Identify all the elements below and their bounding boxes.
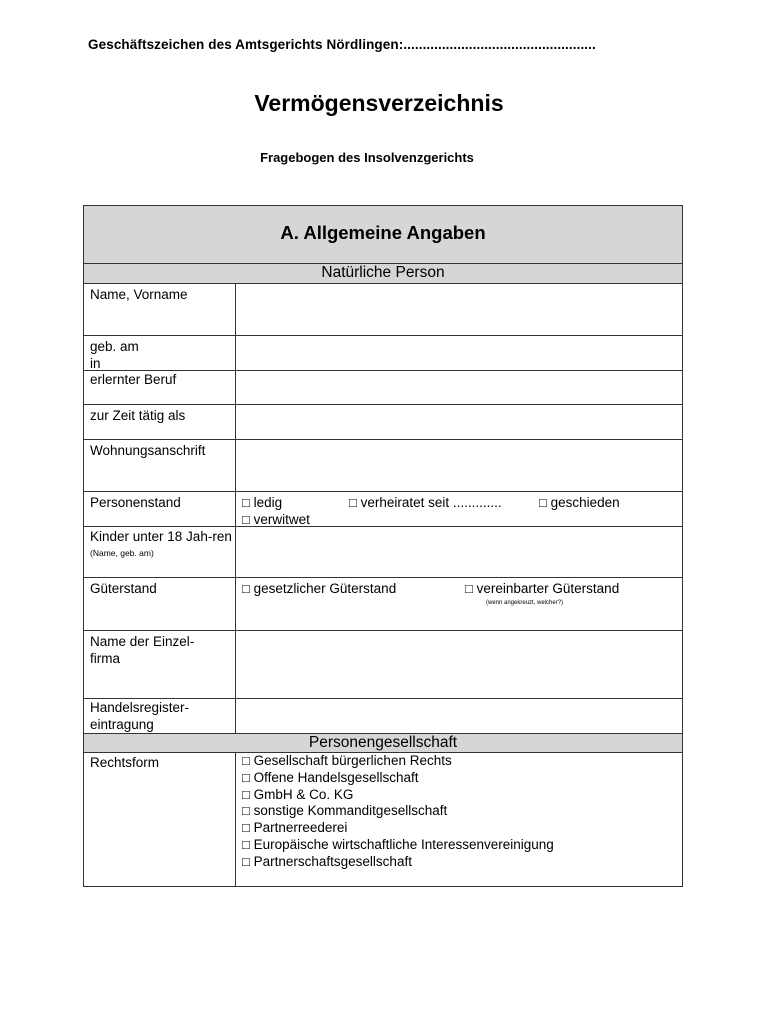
row-children [84,527,682,578]
option-agreed-label: vereinbarter Güterstand [476,581,620,596]
row-address [84,440,682,492]
option-statutory-label: gesetzlicher Güterstand [253,581,397,596]
legal-form-options [235,753,682,886]
row-legal-form [84,753,682,886]
checkbox-icon[interactable]: □ [242,581,250,596]
checkbox-icon[interactable]: □ [242,786,250,802]
partnership-band: Personengesellschaft [84,733,682,753]
name-label: Name, Vorname [90,287,188,302]
legal-form-option-label: sonstige Kommanditgesellschaft [253,803,448,819]
option-widowed-label: verwitwet [253,512,310,527]
birth-place-label: in [90,356,101,371]
checkbox-icon[interactable]: □ [242,803,250,819]
property-regime-options [235,578,682,630]
birth-label [90,338,234,372]
legal-form-option[interactable] [242,837,554,854]
row-profession [84,371,682,405]
option-single-label: ledig [253,495,283,510]
children-label [90,528,234,558]
legal-form-option-label: Europäische wirtschaftliche Interessenvereinigung [253,836,554,852]
legal-form-option[interactable] [242,820,554,837]
row-name [84,284,682,336]
marital-status-label: Personenstand [90,495,181,510]
register-field[interactable] [235,699,682,733]
section-a-heading: A. Allgemeine Angaben [84,206,682,264]
legal-form-option-label: Offene Handelsgesellschaft [253,769,419,785]
children-label-text: Kinder unter 18 Jah-ren [90,529,232,544]
legal-form-option-label: GmbH & Co. KG [253,786,354,802]
option-divorced-label: geschieden [550,495,620,510]
checkbox-icon[interactable]: □ [242,820,250,836]
legal-form-option[interactable] [242,854,554,871]
option-statutory-regime[interactable] [242,580,396,597]
natural-person-band: Natürliche Person [84,264,682,284]
agreed-regime-hint: (wenn angekreuzt, welcher?) [486,600,564,606]
profession-label: erlernter Beruf [90,372,177,387]
row-commercial-register [84,699,682,733]
checkbox-icon[interactable]: □ [539,495,547,510]
option-widowed[interactable] [242,511,310,528]
option-married[interactable] [349,494,502,511]
birth-field[interactable] [235,336,682,370]
legal-form-option[interactable] [242,787,554,804]
row-sole-trader [84,631,682,699]
row-current-job [84,405,682,440]
option-married-label: verheiratet seit ............. [360,495,502,510]
legal-form-option-label: Partnerschaftsgesellschaft [253,853,412,869]
legal-form-option[interactable] [242,753,554,770]
page-title: Vermögensverzeichnis [254,90,504,116]
legal-form-label: Rechtsform [90,755,160,770]
legal-form-option-list [242,753,554,871]
page-subtitle: Fragebogen des Insolvenzgerichts [260,150,474,165]
row-property-regime [84,578,682,631]
asset-declaration-form [83,205,683,887]
legal-form-option[interactable] [242,770,554,787]
legal-form-option-label: Partnerreederei [253,820,348,836]
row-birth [84,336,682,371]
checkbox-icon[interactable]: □ [242,495,250,510]
checkbox-icon[interactable]: □ [242,836,250,852]
court-reference-line: Geschäftszeichen des Amtsgerichts Nördlingen:.................................................. [88,37,596,52]
option-single[interactable] [242,494,282,511]
checkbox-icon[interactable]: □ [242,512,250,527]
option-divorced[interactable] [539,494,620,511]
checkbox-icon[interactable]: □ [242,769,250,785]
checkbox-icon[interactable]: □ [242,753,250,768]
checkbox-icon[interactable]: □ [349,495,357,510]
birth-date-label: geb. am [90,339,139,354]
current-job-field[interactable] [235,405,682,439]
property-regime-label: Güterstand [90,581,157,596]
children-hint: (Name, geb. am) [90,548,154,558]
sole-trader-label: Name der Einzel-firma [90,634,195,666]
profession-field[interactable] [235,371,682,404]
legal-form-option[interactable] [242,803,554,820]
register-label: Handelsregister-eintragung [90,700,190,732]
row-marital-status [84,492,682,527]
children-field[interactable] [235,527,682,577]
marital-options [235,492,682,526]
checkbox-icon[interactable]: □ [242,853,250,869]
name-field[interactable] [235,284,682,335]
address-field[interactable] [235,440,682,491]
current-job-label: zur Zeit tätig als [90,408,186,423]
legal-form-option-label: Gesellschaft bürgerlichen Rechts [253,753,452,768]
address-label: Wohnungsanschrift [90,443,206,458]
sole-trader-field[interactable] [235,631,682,698]
option-agreed-regime[interactable] [465,580,619,597]
checkbox-icon[interactable]: □ [465,581,473,596]
